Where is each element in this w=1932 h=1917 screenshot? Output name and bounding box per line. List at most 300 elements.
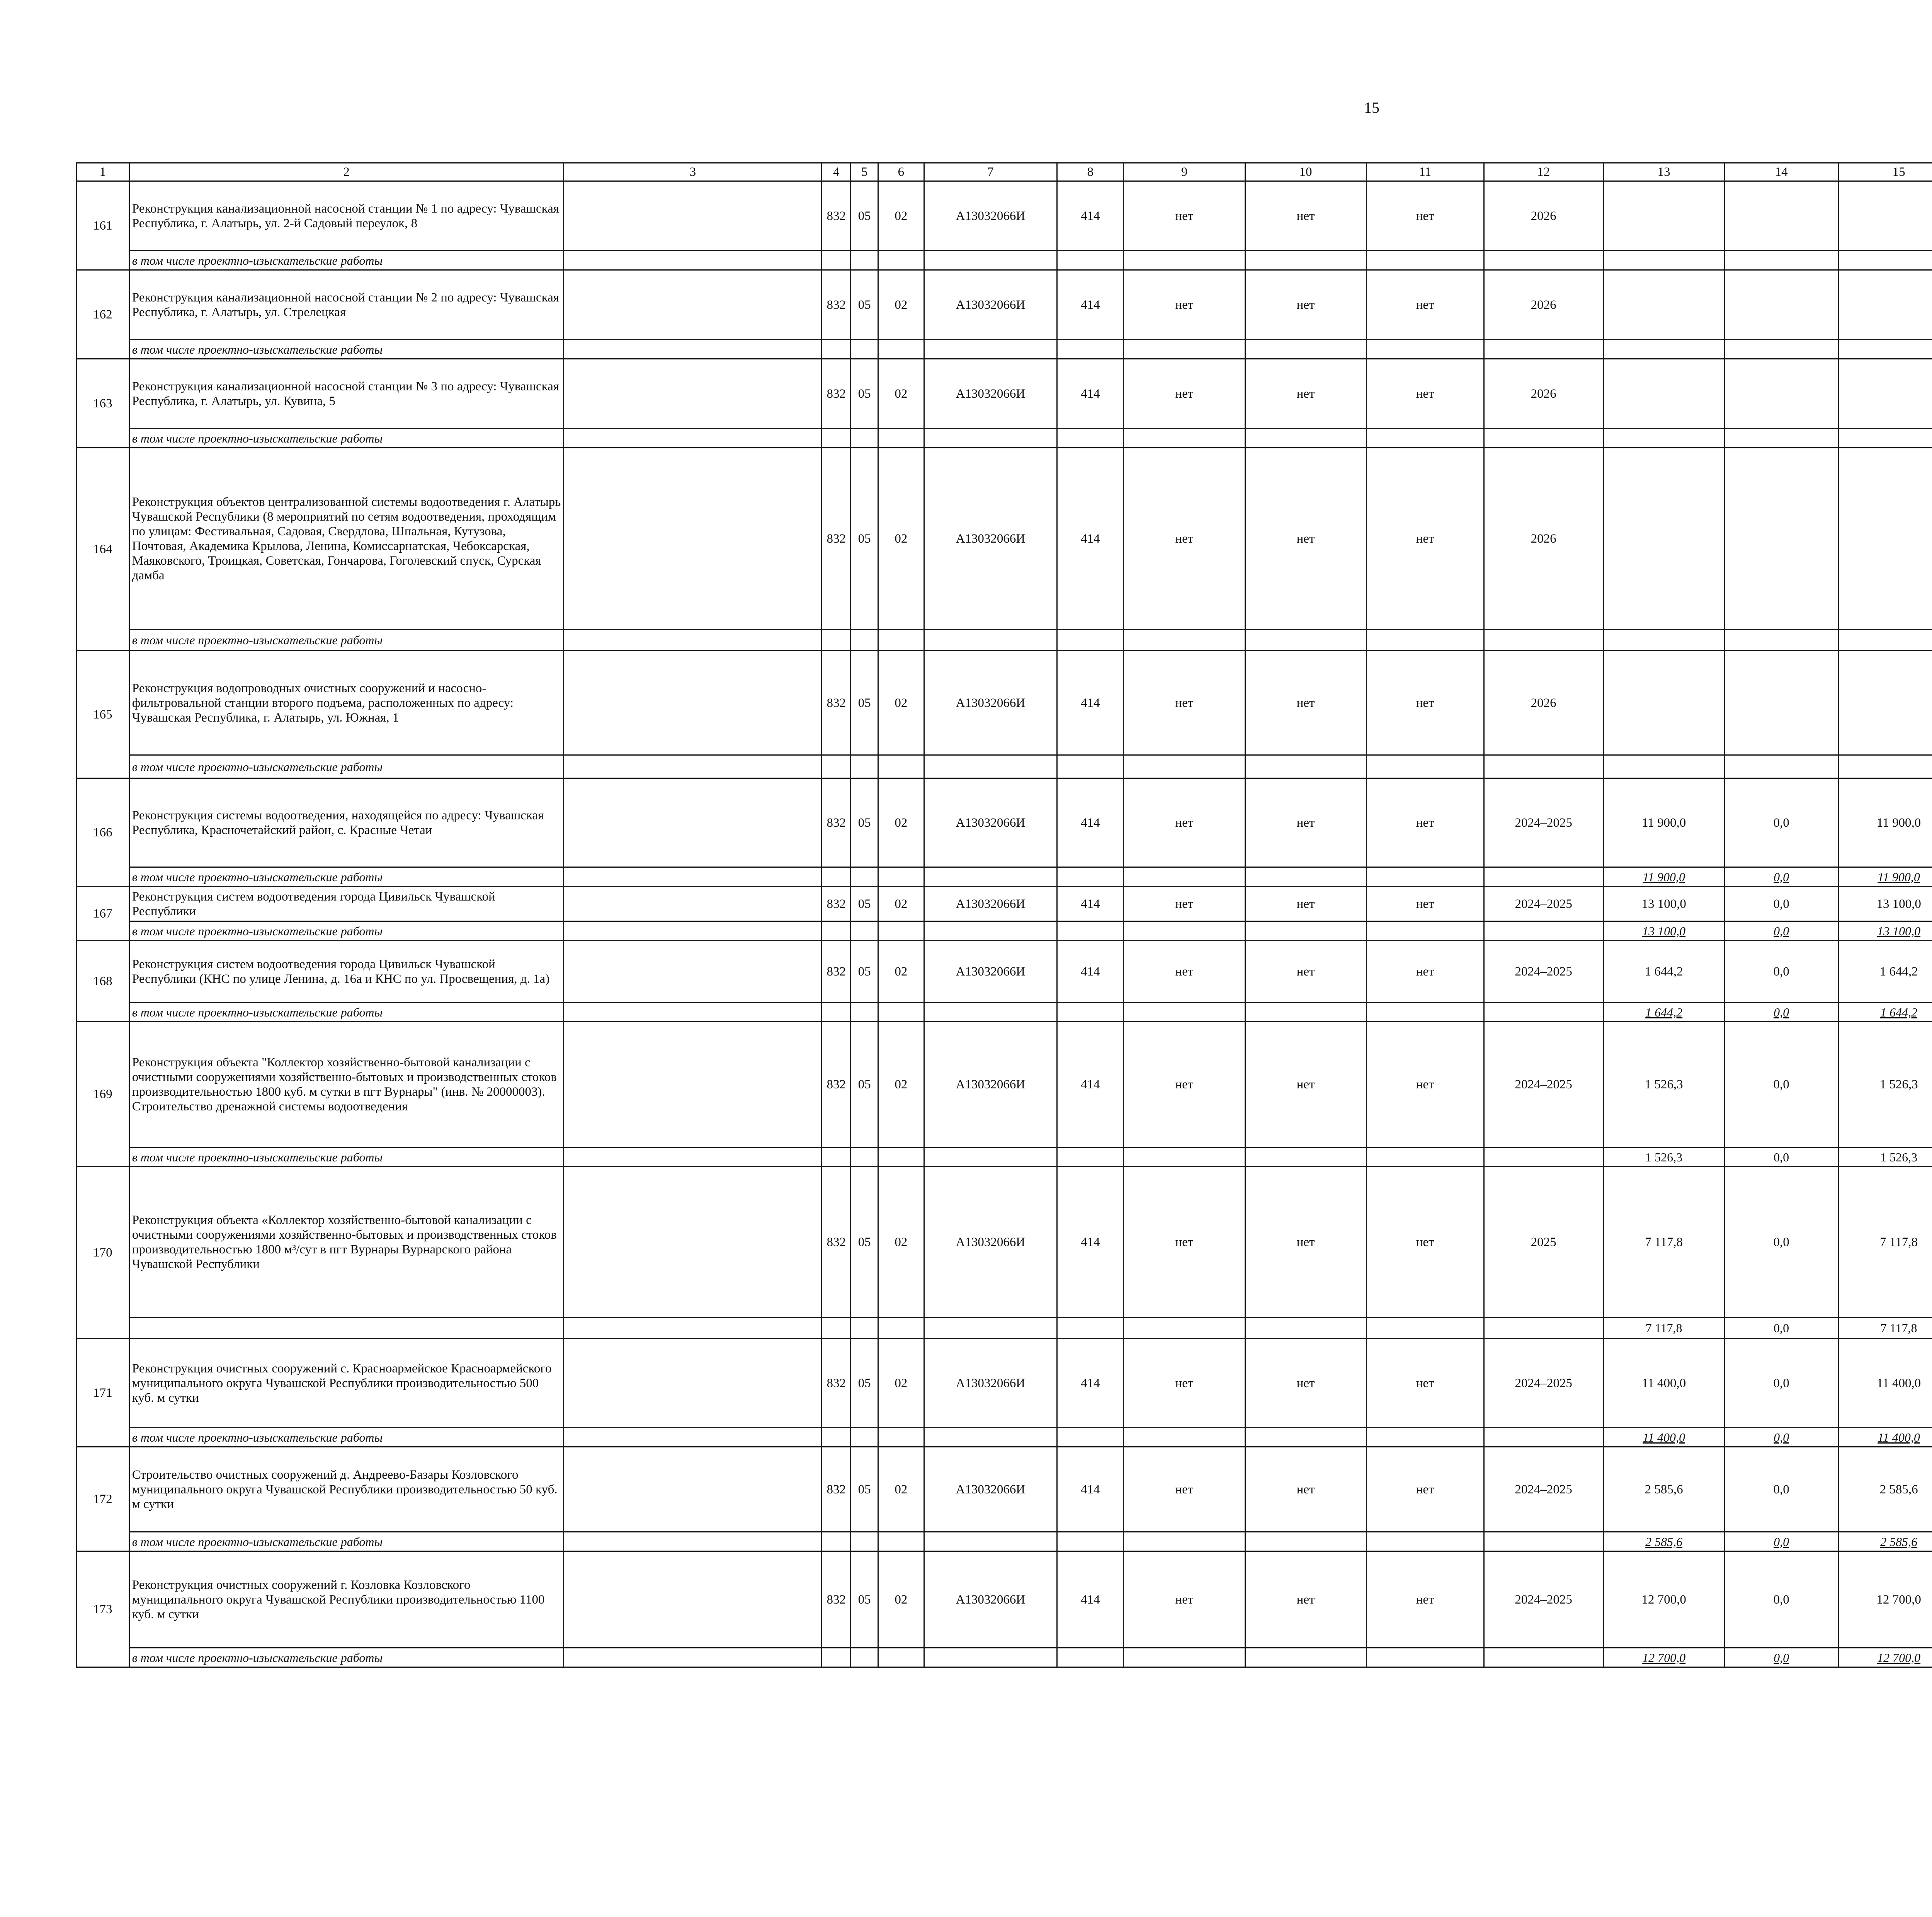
sub-cell-s13 — [1603, 429, 1725, 448]
cell-c8: 414 — [1057, 359, 1124, 429]
sub-cell-s14: 0,0 — [1725, 1648, 1838, 1667]
empty-cell — [1484, 1147, 1603, 1167]
cell-c13: 1 644,2 — [1603, 941, 1725, 1003]
cell-c8: 414 — [1057, 1447, 1124, 1532]
sub-cell-s13: 11 900,0 — [1603, 867, 1725, 887]
cell-c4: 832 — [822, 270, 851, 340]
sub-cell-s15: 11 400,0 — [1838, 1428, 1932, 1447]
cell-c15: 13 100,0 — [1838, 887, 1932, 921]
table-row — [77, 448, 1932, 630]
empty-cell — [1057, 251, 1124, 270]
cell-c7: A13032066И — [924, 1022, 1057, 1147]
sub-cell-s14 — [1725, 429, 1838, 448]
cell-c10: нет — [1245, 941, 1366, 1003]
empty-cell — [822, 630, 851, 651]
cell-c15 — [1838, 359, 1932, 429]
cell-c6: 02 — [878, 359, 924, 429]
empty-cell — [1484, 1532, 1603, 1551]
empty-cell — [1245, 921, 1366, 941]
sub-label: в том числе проектно-изыскательские работы — [129, 867, 564, 887]
empty-cell — [924, 921, 1057, 941]
sub-row — [77, 1003, 1932, 1022]
sub-cell-s13 — [1603, 340, 1725, 359]
empty-cell — [1245, 1428, 1366, 1447]
row-number: 162 — [77, 270, 129, 359]
empty-cell — [1484, 921, 1603, 941]
empty-cell — [1366, 340, 1484, 359]
cell-c4: 832 — [822, 778, 851, 867]
empty-cell — [924, 251, 1057, 270]
sub-cell-s14: 0,0 — [1725, 1532, 1838, 1551]
table-row — [77, 359, 1932, 429]
empty-cell — [1057, 630, 1124, 651]
cell-c12: 2026 — [1484, 448, 1603, 630]
cell-c11: нет — [1366, 181, 1484, 251]
empty-cell — [851, 630, 878, 651]
cell-c8: 414 — [1057, 1022, 1124, 1147]
sub-cell-s15: 12 700,0 — [1838, 1648, 1932, 1667]
cell-c13: 1 526,3 — [1603, 1022, 1725, 1147]
cell-c7: A13032066И — [924, 448, 1057, 630]
cell-c10: нет — [1245, 359, 1366, 429]
empty-cell — [1245, 755, 1366, 778]
cell-c15 — [1838, 181, 1932, 251]
row-number: 164 — [77, 448, 129, 651]
sub-cell-s14: 0,0 — [1725, 1428, 1838, 1447]
cell-c7: A13032066И — [924, 1551, 1057, 1648]
cell-c12: 2024–2025 — [1484, 887, 1603, 921]
row-number: 169 — [77, 1022, 129, 1167]
cell-c15 — [1838, 270, 1932, 340]
empty-cell — [564, 887, 822, 921]
cell-c15 — [1838, 651, 1932, 755]
cell-c10: нет — [1245, 1551, 1366, 1648]
cell-c8: 414 — [1057, 941, 1124, 1003]
sub-cell-s13 — [1603, 630, 1725, 651]
sub-cell-s15: 13 100,0 — [1838, 921, 1932, 941]
empty-cell — [564, 1022, 822, 1147]
sub-row — [77, 1648, 1932, 1667]
column-header: 1 — [77, 163, 129, 181]
sub-cell-s14 — [1725, 630, 1838, 651]
cell-c5: 05 — [851, 941, 878, 1003]
empty-cell — [851, 1003, 878, 1022]
sub-cell-s13: 13 100,0 — [1603, 921, 1725, 941]
empty-cell — [1057, 1648, 1124, 1667]
empty-cell — [822, 1318, 851, 1339]
cell-c4: 832 — [822, 1551, 851, 1648]
empty-cell — [1057, 429, 1124, 448]
cell-c6: 02 — [878, 1447, 924, 1532]
cell-c11: нет — [1366, 887, 1484, 921]
cell-c4: 832 — [822, 1447, 851, 1532]
cell-c11: нет — [1366, 1167, 1484, 1318]
cell-c14: 0,0 — [1725, 1447, 1838, 1532]
cell-c11: нет — [1366, 1022, 1484, 1147]
empty-cell — [1366, 429, 1484, 448]
cell-c12: 2026 — [1484, 181, 1603, 251]
sub-label: в том числе проектно-изыскательские работы — [129, 1147, 564, 1167]
empty-cell — [924, 1318, 1057, 1339]
empty-cell — [1366, 630, 1484, 651]
empty-cell — [924, 429, 1057, 448]
empty-cell — [1245, 251, 1366, 270]
sub-cell-s14: 0,0 — [1725, 867, 1838, 887]
empty-cell — [851, 1428, 878, 1447]
empty-cell — [1057, 921, 1124, 941]
cell-c14 — [1725, 651, 1838, 755]
cell-c7: A13032066И — [924, 941, 1057, 1003]
empty-cell — [1366, 867, 1484, 887]
cell-c15: 1 526,3 — [1838, 1022, 1932, 1147]
table-row — [77, 651, 1932, 755]
empty-cell — [564, 1428, 822, 1447]
sub-cell-s15 — [1838, 429, 1932, 448]
cell-c4: 832 — [822, 651, 851, 755]
cell-c8: 414 — [1057, 651, 1124, 755]
empty-cell — [564, 1551, 822, 1648]
sub-cell-s15 — [1838, 340, 1932, 359]
empty-cell — [564, 359, 822, 429]
cell-c7: A13032066И — [924, 1447, 1057, 1532]
cell-c9: нет — [1124, 778, 1245, 867]
object-name: Реконструкция объекта "Коллектор хозяйственно-бытовой канализации с очистными сооружениями хозяйственно-бытовых и производственных стоков производительностью 1800 куб. м сутки в пгт Вурнары" (инв. № 20000003). Строительство дренажной системы водоотведения — [129, 1022, 564, 1147]
cell-c10: нет — [1245, 1022, 1366, 1147]
empty-cell — [1366, 251, 1484, 270]
cell-c11: нет — [1366, 448, 1484, 630]
cell-c9: нет — [1124, 359, 1245, 429]
sub-row — [77, 630, 1932, 651]
data-table — [76, 162, 1932, 1668]
object-name: Строительство очистных сооружений д. Андреево-Базары Козловского муниципального округа Чувашской Республики производительностью 50 куб. м сутки — [129, 1447, 564, 1532]
empty-cell — [1245, 340, 1366, 359]
empty-cell — [1124, 921, 1245, 941]
empty-cell — [564, 1648, 822, 1667]
cell-c11: нет — [1366, 651, 1484, 755]
cell-c4: 832 — [822, 1022, 851, 1147]
empty-cell — [1366, 921, 1484, 941]
cell-c8: 414 — [1057, 181, 1124, 251]
empty-cell — [851, 755, 878, 778]
cell-c5: 05 — [851, 181, 878, 251]
cell-c10: нет — [1245, 651, 1366, 755]
sub-row — [77, 429, 1932, 448]
table-row — [77, 1022, 1932, 1147]
sub-cell-s15 — [1838, 251, 1932, 270]
empty-cell — [924, 1147, 1057, 1167]
cell-c11: нет — [1366, 1551, 1484, 1648]
cell-c5: 05 — [851, 448, 878, 630]
cell-c11: нет — [1366, 778, 1484, 867]
sub-cell-s13 — [1603, 251, 1725, 270]
cell-c14: 0,0 — [1725, 941, 1838, 1003]
sub-label — [129, 1318, 564, 1339]
cell-c13 — [1603, 448, 1725, 630]
empty-cell — [1057, 1318, 1124, 1339]
sub-label: в том числе проектно-изыскательские работы — [129, 1532, 564, 1551]
cell-c12: 2025 — [1484, 1167, 1603, 1318]
cell-c4: 832 — [822, 1167, 851, 1318]
cell-c5: 05 — [851, 887, 878, 921]
empty-cell — [1366, 1147, 1484, 1167]
table-row — [77, 270, 1932, 340]
cell-c10: нет — [1245, 448, 1366, 630]
cell-c10: нет — [1245, 270, 1366, 340]
cell-c8: 414 — [1057, 270, 1124, 340]
cell-c9: нет — [1124, 1551, 1245, 1648]
cell-c11: нет — [1366, 941, 1484, 1003]
empty-cell — [822, 1147, 851, 1167]
empty-cell — [1245, 1147, 1366, 1167]
empty-cell — [564, 1003, 822, 1022]
empty-cell — [851, 1147, 878, 1167]
object-name: Реконструкция систем водоотведения города Цивильск Чувашской Республики (КНС по улице Ленина, д. 16а и КНС по ул. Просвещения, д. 1а) — [129, 941, 564, 1003]
sub-cell-s13: 1 644,2 — [1603, 1003, 1725, 1022]
sub-row — [77, 1532, 1932, 1551]
empty-cell — [1245, 1318, 1366, 1339]
cell-c8: 414 — [1057, 1551, 1124, 1648]
sub-cell-s13: 11 400,0 — [1603, 1428, 1725, 1447]
empty-cell — [564, 429, 822, 448]
empty-cell — [1484, 755, 1603, 778]
sub-cell-s14: 0,0 — [1725, 1318, 1838, 1339]
cell-c13: 11 400,0 — [1603, 1339, 1725, 1428]
cell-c5: 05 — [851, 651, 878, 755]
column-header: 2 — [129, 163, 564, 181]
empty-cell — [1124, 429, 1245, 448]
empty-cell — [1124, 1147, 1245, 1167]
empty-cell — [878, 921, 924, 941]
empty-cell — [851, 867, 878, 887]
row-number: 165 — [77, 651, 129, 778]
table-row — [77, 1339, 1932, 1428]
cell-c14: 0,0 — [1725, 1339, 1838, 1428]
row-number: 171 — [77, 1339, 129, 1447]
empty-cell — [851, 1318, 878, 1339]
cell-c13: 7 117,8 — [1603, 1167, 1725, 1318]
table-row — [77, 941, 1932, 1003]
cell-c4: 832 — [822, 887, 851, 921]
empty-cell — [564, 251, 822, 270]
column-header: 11 — [1366, 163, 1484, 181]
empty-cell — [924, 1003, 1057, 1022]
empty-cell — [1057, 1428, 1124, 1447]
cell-c8: 414 — [1057, 887, 1124, 921]
cell-c5: 05 — [851, 270, 878, 340]
sub-label: в том числе проектно-изыскательские работы — [129, 340, 564, 359]
cell-c9: нет — [1124, 270, 1245, 340]
row-number: 172 — [77, 1447, 129, 1551]
cell-c9: нет — [1124, 651, 1245, 755]
sub-label: в том числе проектно-изыскательские работы — [129, 755, 564, 778]
sub-cell-s14 — [1725, 755, 1838, 778]
cell-c8: 414 — [1057, 1167, 1124, 1318]
table-row — [77, 1551, 1932, 1648]
sub-cell-s13: 2 585,6 — [1603, 1532, 1725, 1551]
cell-c11: нет — [1366, 1339, 1484, 1428]
cell-c9: нет — [1124, 941, 1245, 1003]
column-header: 10 — [1245, 163, 1366, 181]
cell-c9: нет — [1124, 1167, 1245, 1318]
empty-cell — [924, 1428, 1057, 1447]
empty-cell — [878, 1147, 924, 1167]
sub-cell-s13: 12 700,0 — [1603, 1648, 1725, 1667]
empty-cell — [878, 251, 924, 270]
table-row — [77, 887, 1932, 921]
empty-cell — [564, 181, 822, 251]
sub-row — [77, 340, 1932, 359]
empty-cell — [1245, 630, 1366, 651]
cell-c7: A13032066И — [924, 181, 1057, 251]
sub-cell-s15: 11 900,0 — [1838, 867, 1932, 887]
sub-cell-s15: 1 644,2 — [1838, 1003, 1932, 1022]
empty-cell — [1124, 1428, 1245, 1447]
cell-c6: 02 — [878, 1022, 924, 1147]
header-row — [77, 163, 1932, 181]
cell-c9: нет — [1124, 887, 1245, 921]
cell-c10: нет — [1245, 1339, 1366, 1428]
column-header: 15 — [1838, 163, 1932, 181]
empty-cell — [1484, 1648, 1603, 1667]
cell-c6: 02 — [878, 1167, 924, 1318]
empty-cell — [1484, 340, 1603, 359]
empty-cell — [1484, 429, 1603, 448]
sub-cell-s14: 0,0 — [1725, 1003, 1838, 1022]
empty-cell — [822, 867, 851, 887]
cell-c9: нет — [1124, 1339, 1245, 1428]
empty-cell — [1366, 1003, 1484, 1022]
sub-cell-s13: 1 526,3 — [1603, 1147, 1725, 1167]
sub-cell-s15: 2 585,6 — [1838, 1532, 1932, 1551]
row-number: 167 — [77, 887, 129, 941]
cell-c10: нет — [1245, 887, 1366, 921]
empty-cell — [1124, 755, 1245, 778]
empty-cell — [564, 1532, 822, 1551]
table-row — [77, 1447, 1932, 1532]
row-number: 163 — [77, 359, 129, 448]
row-number: 166 — [77, 778, 129, 887]
sub-label: в том числе проектно-изыскательские работы — [129, 630, 564, 651]
empty-cell — [564, 1339, 822, 1428]
cell-c14: 0,0 — [1725, 778, 1838, 867]
cell-c13 — [1603, 359, 1725, 429]
empty-cell — [1124, 1318, 1245, 1339]
cell-c15: 7 117,8 — [1838, 1167, 1932, 1318]
empty-cell — [1245, 1532, 1366, 1551]
column-header: 4 — [822, 163, 851, 181]
cell-c12: 2024–2025 — [1484, 941, 1603, 1003]
empty-cell — [1124, 630, 1245, 651]
sub-cell-s15 — [1838, 755, 1932, 778]
empty-cell — [822, 1003, 851, 1022]
empty-cell — [878, 1532, 924, 1551]
cell-c9: нет — [1124, 1022, 1245, 1147]
empty-cell — [1057, 340, 1124, 359]
empty-cell — [851, 340, 878, 359]
cell-c14 — [1725, 448, 1838, 630]
cell-c10: нет — [1245, 1447, 1366, 1532]
empty-cell — [1124, 251, 1245, 270]
empty-cell — [822, 1648, 851, 1667]
cell-c5: 05 — [851, 1447, 878, 1532]
object-name: Реконструкция очистных сооружений с. Красноармейское Красноармейского муниципального округа Чувашской Республики производительностью 500 куб. м сутки — [129, 1339, 564, 1428]
table-row — [77, 778, 1932, 867]
sub-cell-s14 — [1725, 340, 1838, 359]
empty-cell — [924, 1532, 1057, 1551]
cell-c5: 05 — [851, 359, 878, 429]
cell-c9: нет — [1124, 1447, 1245, 1532]
cell-c15: 11 900,0 — [1838, 778, 1932, 867]
sub-cell-s15: 7 117,8 — [1838, 1318, 1932, 1339]
cell-c14: 0,0 — [1725, 1022, 1838, 1147]
cell-c14 — [1725, 181, 1838, 251]
cell-c13: 11 900,0 — [1603, 778, 1725, 867]
cell-c6: 02 — [878, 1339, 924, 1428]
object-name: Реконструкция очистных сооружений г. Козловка Козловского муниципального округа Чувашской Республики производительностью 1100 куб. м сутки — [129, 1551, 564, 1648]
cell-c13 — [1603, 651, 1725, 755]
row-number: 161 — [77, 181, 129, 270]
cell-c13: 2 585,6 — [1603, 1447, 1725, 1532]
empty-cell — [1484, 1318, 1603, 1339]
sub-cell-s14: 0,0 — [1725, 1147, 1838, 1167]
cell-c8: 414 — [1057, 448, 1124, 630]
empty-cell — [1366, 1318, 1484, 1339]
empty-cell — [1245, 1648, 1366, 1667]
cell-c7: A13032066И — [924, 1167, 1057, 1318]
empty-cell — [878, 1648, 924, 1667]
object-name: Реконструкция объектов централизованной системы водоотведения г. Алатырь Чувашской Республики (8 мероприятий по сетям водоотведения, проходящим по улицам: Фестивальная, Садовая, Свердлова, Шпальная, Кутузова, Почтовая, Академика Крылова, Ленина, Комиссарнатская, Чебоксарская, Маяковского, Троицкая, Советская, Гончарова, Гоголевский спуск, Сурская дамба — [129, 448, 564, 630]
sub-cell-s13 — [1603, 755, 1725, 778]
empty-cell — [924, 867, 1057, 887]
column-header: 13 — [1603, 163, 1725, 181]
cell-c11: нет — [1366, 1447, 1484, 1532]
sub-row — [77, 755, 1932, 778]
cell-c15: 1 644,2 — [1838, 941, 1932, 1003]
sub-cell-s14 — [1725, 251, 1838, 270]
table-row — [77, 1167, 1932, 1318]
cell-c8: 414 — [1057, 1339, 1124, 1428]
cell-c4: 832 — [822, 1339, 851, 1428]
empty-cell — [1057, 1147, 1124, 1167]
empty-cell — [878, 429, 924, 448]
sub-row — [77, 867, 1932, 887]
column-header: 5 — [851, 163, 878, 181]
empty-cell — [1484, 1428, 1603, 1447]
object-name: Реконструкция канализационной насосной станции № 1 по адресу: Чувашская Республика, г. Алатырь, ул. 2-й Садовый переулок, 8 — [129, 181, 564, 251]
empty-cell — [1057, 755, 1124, 778]
sub-label: в том числе проектно-изыскательские работы — [129, 429, 564, 448]
empty-cell — [822, 1428, 851, 1447]
cell-c9: нет — [1124, 448, 1245, 630]
cell-c6: 02 — [878, 181, 924, 251]
empty-cell — [878, 867, 924, 887]
cell-c5: 05 — [851, 1167, 878, 1318]
cell-c6: 02 — [878, 448, 924, 630]
cell-c6: 02 — [878, 1551, 924, 1648]
empty-cell — [564, 651, 822, 755]
empty-cell — [822, 251, 851, 270]
sub-cell-s15: 1 526,3 — [1838, 1147, 1932, 1167]
empty-cell — [878, 755, 924, 778]
empty-cell — [1484, 630, 1603, 651]
sub-cell-s13: 7 117,8 — [1603, 1318, 1725, 1339]
cell-c11: нет — [1366, 270, 1484, 340]
cell-c5: 05 — [851, 1339, 878, 1428]
cell-c14 — [1725, 270, 1838, 340]
object-name: Реконструкция объекта «Коллектор хозяйственно-бытовой канализации с очистными сооружениями хозяйственно-бытовых и производственных стоков производительностью 1800 м³/сут в пгт Вурнары Вурнарского района Чувашской Республики — [129, 1167, 564, 1318]
cell-c13: 12 700,0 — [1603, 1551, 1725, 1648]
object-name: Реконструкция водопроводных очистных сооружений и насосно-фильтровальной станции второго подъема, расположенных по адресу: Чувашская Республика, г. Алатырь, ул. Южная, 1 — [129, 651, 564, 755]
